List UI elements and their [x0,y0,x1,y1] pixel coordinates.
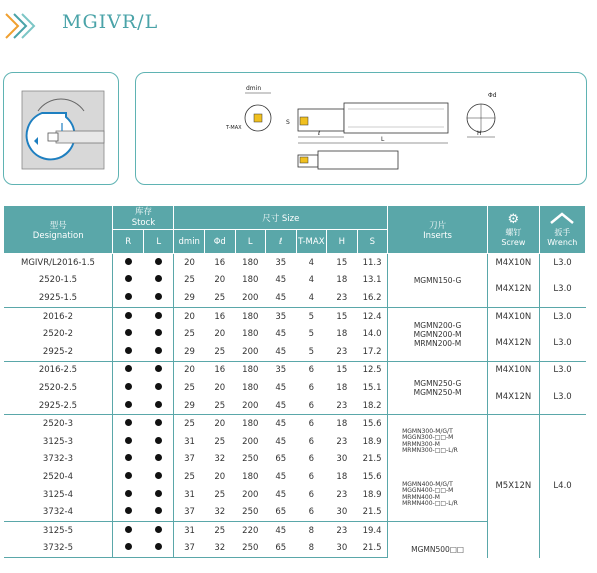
ell-cell: 45 [275,329,287,340]
h-cell: 18 [336,382,348,393]
in-stock-dot-icon [155,472,162,479]
stock-r-cell [113,451,144,469]
l-cell: 180 [235,415,266,433]
tmax-cell: 6 [308,382,315,393]
dmin-cell: 20 [174,254,205,272]
inserts-cell [388,415,488,468]
designation-cell: 2520-1.5 [38,275,78,286]
header-screw-en: Screw [501,238,526,247]
s-cell: 21.5 [362,454,382,465]
wrench-cell: L3.0 [539,379,585,415]
h-cell: 18 [327,415,358,433]
stock-l-cell [143,325,174,343]
application-diagram [3,72,119,185]
wrench-cell: L3.0 [539,272,585,308]
chevrons-icon [4,12,44,40]
in-stock-dot-icon [125,419,132,426]
ell-cell: 35 [266,361,297,379]
in-stock-dot-icon [125,347,132,354]
stock-r-cell [113,503,144,521]
phid-cell: 20 [214,275,226,286]
h-cell: 30 [327,540,358,558]
s-cell: 13.1 [362,275,382,286]
dimension-drawing [135,72,587,185]
in-stock-dot-icon [125,312,132,319]
ell-cell: 35 [275,257,287,268]
tmax-cell: 6 [308,454,315,465]
h-cell: 15 [327,307,358,325]
in-stock-dot-icon [155,526,162,533]
wrench-cell: L4.0 [539,415,585,558]
h-cell: 18 [336,275,348,286]
stock-r-cell [113,307,144,325]
dmin-cell: 20 [174,361,205,379]
dmin-cell: 31 [174,433,205,451]
h-cell: 23 [336,436,348,447]
tmax-cell: 4 [308,292,315,303]
tmax-cell: 4 [308,257,315,268]
l-cell: 200 [242,346,259,357]
in-stock-dot-icon [125,401,132,408]
ell-cell: 45 [275,275,287,286]
s-cell: 17.2 [362,346,382,357]
l-cell: 180 [242,329,259,340]
in-stock-dot-icon [155,275,162,282]
stock-r-cell [113,254,144,272]
in-stock-dot-icon [125,507,132,514]
header-screw [488,206,540,254]
s-cell: 19.4 [357,521,388,539]
stock-l-cell [143,486,174,504]
in-stock-dot-icon [155,293,162,300]
stock-l-cell [143,289,174,307]
header-l: L [143,230,174,254]
h-cell: 23 [336,489,348,500]
designation-cell: 2520-2 [42,329,74,340]
stock-r-cell [113,361,144,379]
screw-cell: M5X12N [488,415,540,558]
stock-l-cell [143,343,174,361]
h-cell: 23 [336,292,348,303]
designation-cell: 3732-4 [42,507,74,518]
s-cell: 16.2 [362,292,382,303]
designation-cell: 3125-3 [42,436,74,447]
dmin-cell: 20 [174,307,205,325]
h-cell: 23 [336,346,348,357]
stock-r-cell [113,289,144,307]
insert-code: MRMN300-M [402,440,440,448]
insert-code: MRMN400-M [402,493,440,501]
tmax-cell: 6 [308,436,315,447]
stock-r-cell [113,540,144,558]
h-cell: 15 [336,257,348,268]
header-s: S [357,230,388,254]
ell-cell: 45 [275,471,287,482]
stock-l-cell [143,272,174,290]
l-cell: 200 [242,436,259,447]
ell-cell: 45 [275,400,287,411]
s-cell: 15.6 [362,471,382,482]
s-cell: 21.5 [362,507,382,518]
in-stock-dot-icon [125,526,132,533]
designation-cell: 2925-2.5 [38,400,78,411]
in-stock-dot-icon [125,258,132,265]
designation-cell: 3732-5 [4,540,113,558]
phid-cell: 20 [214,382,226,393]
phid-cell: 25 [214,436,226,447]
phid-cell: 16 [205,307,236,325]
ell-cell: 45 [275,489,287,500]
screw-icon: ⚙ [507,212,520,227]
s-cell: 12.5 [357,361,388,379]
ell-cell: 45 [275,436,287,447]
h-cell: 15 [327,361,358,379]
inserts-cell [388,254,488,308]
label-h: H [477,130,482,137]
in-stock-dot-icon [125,437,132,444]
stock-l-cell [143,521,174,539]
in-stock-dot-icon [155,419,162,426]
screw-cell: M4X12N [488,272,540,308]
insert-code: MRMN300-□□-L/R [402,447,458,455]
phid-cell: 20 [205,415,236,433]
table-row [4,361,586,379]
table-row [4,325,586,343]
phid-cell: 25 [214,292,226,303]
insert-code: MGMN200-G [413,320,462,330]
in-stock-dot-icon [155,507,162,514]
dmin-cell: 25 [174,325,205,343]
insert-code: MGMN250-M [413,387,462,397]
wrench-cell: L3.0 [539,325,585,361]
stock-l-cell [143,379,174,397]
inserts-cell [388,307,488,361]
ell-cell: 45 [275,346,287,357]
designation-cell: MGIVR/L2016-1.5 [20,257,95,268]
in-stock-dot-icon [155,454,162,461]
h-cell: 18 [336,471,348,482]
ell-cell: 65 [275,454,287,465]
dmin-cell: 31 [174,486,205,504]
l-cell: 180 [242,471,259,482]
header-r: R [113,230,144,254]
tmax-cell: 6 [308,400,315,411]
header-stock [113,206,174,230]
header-wrench-cn: 扳手 [554,228,571,237]
in-stock-dot-icon [125,454,132,461]
header-length: L [235,230,266,254]
stock-l-cell [143,540,174,558]
tmax-cell: 6 [308,471,315,482]
screw-cell: M4X10N [488,307,540,325]
insert-code: MGGN300-□□-M [402,434,454,442]
table-row [4,307,586,325]
tmax-cell: 8 [296,540,327,558]
header-wrench [539,206,585,254]
in-stock-dot-icon [125,472,132,479]
l-cell: 250 [235,540,266,558]
designation-cell: 2925-2 [42,346,74,357]
l-cell: 180 [242,257,259,268]
in-stock-dot-icon [125,383,132,390]
table-row [4,272,586,290]
label-l: L [381,136,385,143]
page-title: MGIVR/L [62,11,159,33]
stock-r-cell [113,325,144,343]
l-cell: 250 [242,507,259,518]
tmax-cell: 5 [296,307,327,325]
in-stock-dot-icon [155,437,162,444]
in-stock-dot-icon [125,293,132,300]
wrench-cell: L3.0 [539,361,585,379]
stock-l-cell [143,415,174,433]
screw-cell: M4X12N [488,325,540,361]
l-cell: 180 [242,275,259,286]
l-cell: 200 [242,400,259,411]
stock-l-cell [143,451,174,469]
insert-code: MGMN500□□ [411,544,464,554]
header-wrench-en: Wrench [547,238,578,247]
phid-cell: 32 [205,540,236,558]
table-row [4,254,586,272]
designation-cell: 2016-2.5 [4,361,113,379]
wrench-icon [549,212,575,224]
ell-cell: 65 [266,540,297,558]
header-h: H [327,230,358,254]
internal-grooving-illustration [4,73,118,184]
stock-r-cell [113,433,144,451]
insert-code: MGGN400-□□-M [402,487,454,495]
phid-cell: 25 [205,521,236,539]
in-stock-dot-icon [155,383,162,390]
phid-cell: 20 [214,329,226,340]
phid-cell: 32 [214,507,226,518]
stock-l-cell [143,503,174,521]
header-tmax: T-MAX [296,230,327,254]
stock-r-cell [113,379,144,397]
dmin-cell: 31 [174,521,205,539]
ell-cell: 45 [275,382,287,393]
label-tmax: T-MAX [226,125,242,131]
designation-cell: 2520-3 [4,415,113,433]
header-screw-cn: 螺钉 [505,228,522,237]
ell-cell: 45 [275,292,287,303]
phid-cell: 20 [214,471,226,482]
header-model-cn: 型号 [49,220,67,231]
header-inserts [388,206,488,254]
header-inserts-en: Inserts [423,230,452,241]
table-row [4,379,586,397]
in-stock-dot-icon [155,365,162,372]
in-stock-dot-icon [125,365,132,372]
stock-r-cell [113,521,144,539]
inserts-cell [388,521,488,557]
tool-dimension-svg [136,73,586,184]
insert-code: MGMN300-M/G/T [402,427,453,435]
stock-r-cell [113,397,144,415]
stock-r-cell [113,468,144,486]
stock-r-cell [113,272,144,290]
label-phid: Φd [488,92,497,99]
designation-cell: 2520-4 [42,471,74,482]
in-stock-dot-icon [125,543,132,550]
dmin-cell: 37 [174,503,205,521]
s-cell: 15.1 [362,382,382,393]
designation-cell: 3125-5 [4,521,113,539]
l-cell: 200 [242,489,259,500]
h-cell: 30 [336,454,348,465]
dmin-cell: 25 [174,415,205,433]
l-cell: 180 [235,361,266,379]
dmin-cell: 25 [174,379,205,397]
in-stock-dot-icon [155,490,162,497]
in-stock-dot-icon [125,490,132,497]
phid-cell: 25 [214,346,226,357]
insert-code: MGMN150-G [413,275,462,285]
header-stock-en: Stock [131,217,156,228]
tmax-cell: 6 [296,415,327,433]
s-cell: 18.9 [362,489,382,500]
tmax-cell: 4 [308,275,315,286]
designation-cell: 3732-3 [42,454,74,465]
l-cell: 220 [235,521,266,539]
dmin-cell: 25 [174,468,205,486]
stock-l-cell [143,361,174,379]
wrench-cell: L3.0 [539,307,585,325]
screw-cell: M4X10N [488,361,540,379]
label-dmin: dmin [246,85,262,92]
phid-cell: 32 [214,454,226,465]
l-cell: 180 [242,382,259,393]
h-cell: 18 [336,329,348,340]
in-stock-dot-icon [125,329,132,336]
in-stock-dot-icon [155,258,162,265]
stock-r-cell [113,415,144,433]
s-cell: 15.6 [357,415,388,433]
ell-cell: 35 [266,307,297,325]
designation-cell: 2520-2.5 [38,382,78,393]
tmax-cell: 8 [296,521,327,539]
stock-l-cell [143,307,174,325]
h-cell: 23 [327,521,358,539]
table-row [4,415,586,433]
stock-l-cell [143,254,174,272]
insert-code: MGMN400-M/G/T [402,480,453,488]
header-inserts-cn: 刀片 [429,220,447,231]
label-ell: ℓ [318,130,321,137]
dmin-cell: 37 [174,451,205,469]
in-stock-dot-icon [155,543,162,550]
label-s: S [286,119,290,126]
in-stock-dot-icon [125,275,132,282]
phid-cell: 16 [214,257,226,268]
header-stock-cn: 库存 [134,206,152,217]
s-cell: 11.3 [362,257,382,268]
header-dmin: dmin [174,230,205,254]
tmax-cell: 5 [308,329,315,340]
designation-cell: 2925-1.5 [38,292,78,303]
tmax-cell: 6 [296,361,327,379]
header-model-en: Designation [32,230,84,241]
in-stock-dot-icon [155,329,162,336]
tmax-cell: 6 [308,489,315,500]
stock-r-cell [113,343,144,361]
s-cell: 21.5 [357,540,388,558]
stock-l-cell [143,397,174,415]
header-size-en: Size [281,213,300,224]
l-cell: 180 [235,307,266,325]
h-cell: 23 [336,400,348,411]
phid-cell: 25 [214,489,226,500]
wrench-cell: L3.0 [539,254,585,272]
ell-cell: 45 [266,521,297,539]
screw-cell: M4X12N [488,379,540,415]
header-bar [0,0,597,50]
in-stock-dot-icon [155,401,162,408]
header-phid: Φd [205,230,236,254]
insert-code: MGMN200-M [413,329,462,339]
designation-cell: 3125-4 [42,489,74,500]
insert-code: MRMN200-M [413,338,462,348]
screw-cell: M4X10N [488,254,540,272]
header-size-cn: 尺寸 [262,213,280,224]
tmax-cell: 6 [308,507,315,518]
phid-cell: 25 [214,400,226,411]
dmin-cell: 37 [174,540,205,558]
dmin-cell: 29 [174,343,205,361]
inserts-cell [388,468,488,521]
l-cell: 200 [242,292,259,303]
s-cell: 14.0 [362,329,382,340]
inserts-cell [388,361,488,415]
stock-l-cell [143,433,174,451]
insert-code: MRMN400-□□-L/R [402,500,458,508]
in-stock-dot-icon [155,312,162,319]
phid-cell: 16 [205,361,236,379]
l-cell: 250 [242,454,259,465]
dmin-cell: 29 [174,289,205,307]
insert-code: MGMN250-G [413,378,462,388]
s-cell: 18.9 [362,436,382,447]
header-size [174,206,388,230]
s-cell: 12.4 [357,307,388,325]
ell-cell: 65 [275,507,287,518]
header-designation [4,206,113,254]
s-cell: 18.2 [362,400,382,411]
stock-l-cell [143,468,174,486]
spec-table [3,205,586,558]
ell-cell: 45 [266,415,297,433]
in-stock-dot-icon [155,347,162,354]
tmax-cell: 5 [308,346,315,357]
dmin-cell: 29 [174,397,205,415]
h-cell: 30 [336,507,348,518]
header-ell: ℓ [266,230,297,254]
dmin-cell: 25 [174,272,205,290]
stock-r-cell [113,486,144,504]
designation-cell: 2016-2 [4,307,113,325]
